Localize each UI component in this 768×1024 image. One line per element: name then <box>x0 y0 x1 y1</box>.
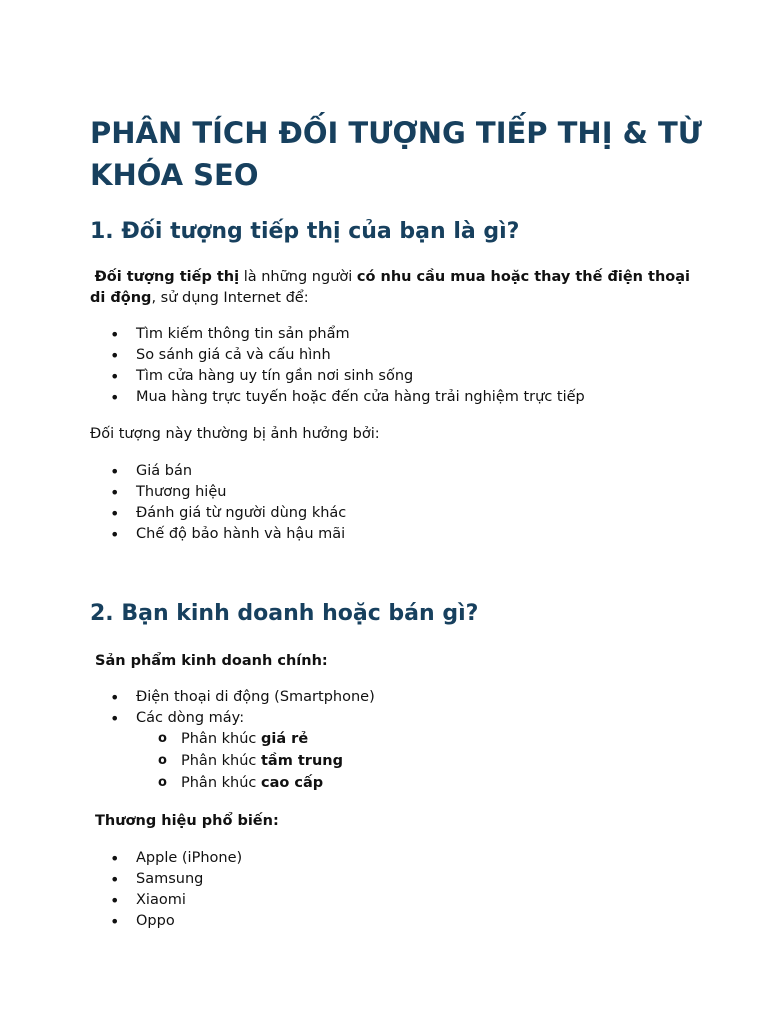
section-1-intro <box>90 267 690 309</box>
segment-item <box>136 728 343 750</box>
intro-bold-term: Đối tượng tiếp thị <box>94 269 240 285</box>
brands-list <box>90 848 242 932</box>
document-title: PHÂN TÍCH ĐỐI TƯỢNG TIẾP THỊ & TỪ KHÓA SEO <box>90 116 702 192</box>
list-item: • Giá bán <box>90 461 346 482</box>
segments-list <box>136 728 343 794</box>
section-2-heading: 2. Bạn kinh doanh hoặc bán gì? <box>90 601 479 626</box>
intro-bold-need: có nhu cầu mua hoặc thay thế điện thoại di động <box>90 269 691 306</box>
intro-text-2: , sử dụng Internet để: <box>151 290 309 306</box>
segment-item <box>136 750 343 772</box>
sub-bullet-marker: o <box>158 753 167 768</box>
segment-name: cao cấp <box>260 775 324 791</box>
list-item: • Đánh giá từ người dùng khác <box>90 503 346 524</box>
products-label: Sản phẩm kinh doanh chính: <box>95 653 328 669</box>
segment-prefix: Phân khúc <box>181 753 261 769</box>
segment-name: giá rẻ <box>260 731 309 747</box>
list-item: • Tìm cửa hàng uy tín gần nơi sinh sống <box>90 366 585 387</box>
list-item: • Mua hàng trực tuyến hoặc đến cửa hàng trải nghiệm trực tiếp <box>90 387 585 408</box>
section-1-heading: 1. Đối tượng tiếp thị của bạn là gì? <box>90 219 520 244</box>
segment-name: tầm trung <box>260 753 343 769</box>
list-item: • Oppo <box>90 911 242 932</box>
list-item: • Các dòng máy: <box>90 708 375 729</box>
sub-bullet-marker: o <box>158 775 167 790</box>
list-item: • Chế độ bảo hành và hậu mãi <box>90 524 346 545</box>
list-item: • Samsung <box>90 869 242 890</box>
list-item: • Tìm kiếm thông tin sản phẩm <box>90 324 585 345</box>
segment-prefix: Phân khúc <box>181 731 261 747</box>
list-item: • Apple (iPhone) <box>90 848 242 869</box>
products-list <box>90 687 375 729</box>
list-item: • Điện thoại di động (Smartphone) <box>90 687 375 708</box>
segment-item <box>136 772 343 794</box>
influence-intro: Đối tượng này thường bị ảnh hưởng bởi: <box>90 426 380 442</box>
list-item: • Thương hiệu <box>90 482 346 503</box>
list-item: • So sánh giá cả và cấu hình <box>90 345 585 366</box>
brands-label: Thương hiệu phổ biến: <box>95 813 279 829</box>
segment-prefix: Phân khúc <box>181 775 261 791</box>
list-item: • Xiaomi <box>90 890 242 911</box>
uses-list <box>90 324 585 408</box>
influences-list <box>90 461 346 545</box>
intro-text-1: là những người <box>239 269 357 285</box>
sub-bullet-marker: o <box>158 731 167 746</box>
